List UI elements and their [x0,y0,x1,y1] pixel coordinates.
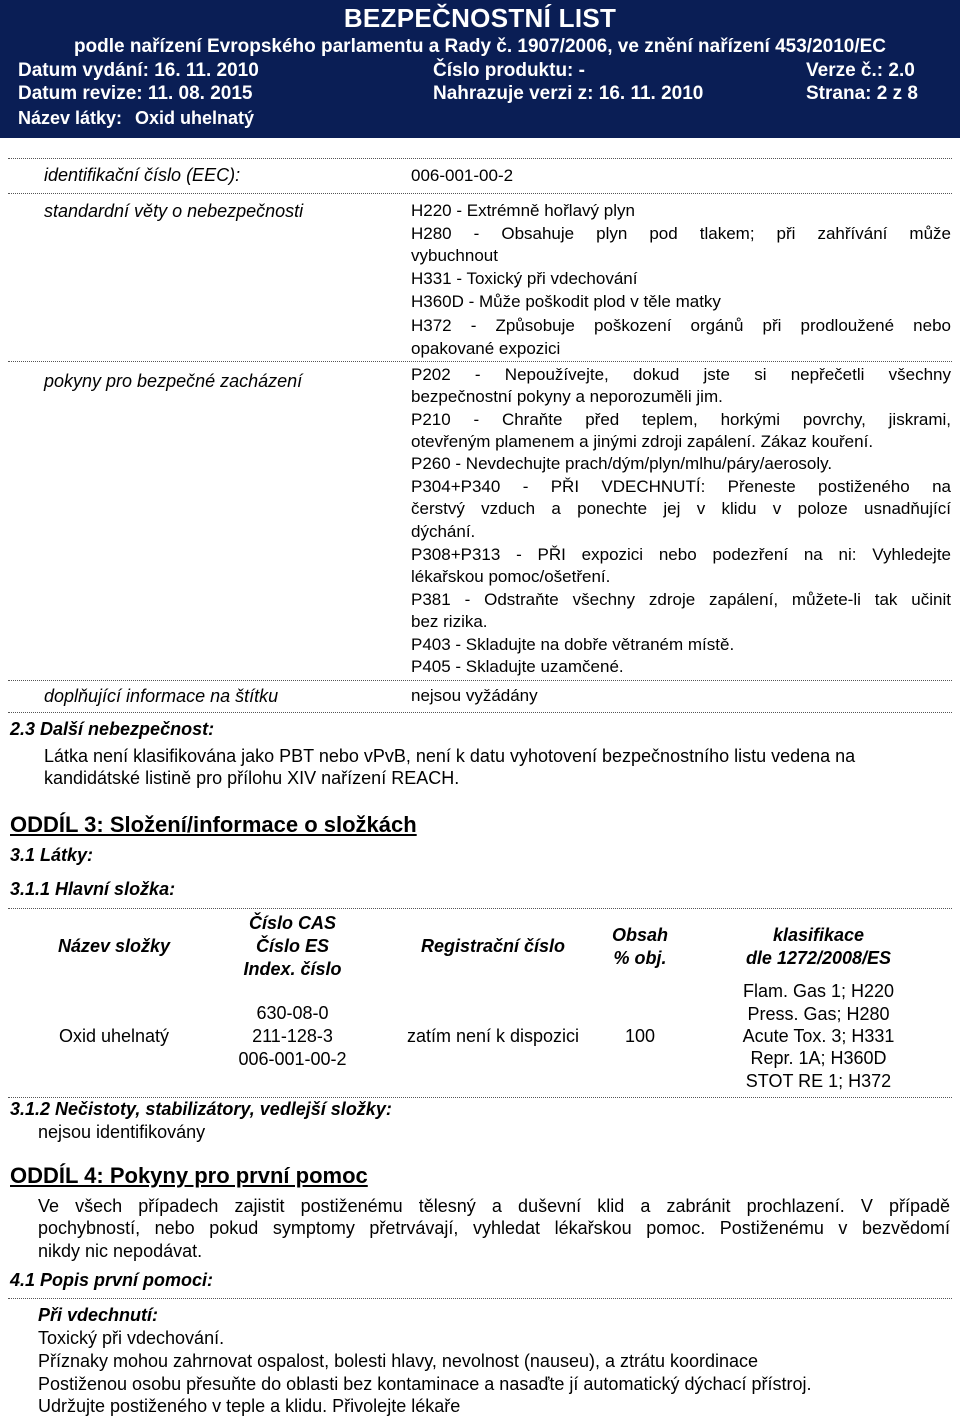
precautionary-statement: lékařskou pomoc/ošetření. [411,567,611,586]
precautionary-statement: čerstvý vzduch a ponechte jej v klidu v poloze usnadňující [411,499,951,518]
precautionary-statement: otevřeným plamenem a jinými zdroji zapálení. Zákaz kouření. [411,432,874,451]
other-hazards-text: kandidátské listině pro přílohu XIV nařízení REACH. [44,768,460,788]
precautionary-statement: P202 - Nepoužívejte, dokud jste si nepřečetli všechny [411,365,951,384]
inhalation-text: Udržujte postiženého v teple a klidu. Přivolejte lékaře [38,1396,461,1416]
inhalation-text: Toxický při vdechování. [38,1328,225,1348]
hazard-statement: vybuchnout [411,246,498,265]
col-header-cas: Číslo CAS [248,913,336,933]
first-aid-intro: nikdy nic nepodávat. [38,1241,203,1261]
table-row-rule [8,193,952,194]
issue-date: Datum vydání: 16. 11. 2010 [18,60,259,81]
substance-name: Oxid uhelnatý [135,108,255,128]
col-header-content: Obsah [611,925,668,945]
precautionary-statement: P381 - Odstraňte všechny zdroje zapálení, můžete-li tak učinit [411,590,951,609]
subsection-rule [8,1298,952,1299]
table-bottom-rule [8,712,952,713]
first-aid-intro: pochybností, nebo pokud symptomy přetrvávají, vyhledat lékařskou pomoc. Postiženému v bezvědomí [38,1218,950,1238]
precautionary-statement: dýchání. [411,522,476,541]
hazard-statement: H280 - Obsahuje plyn pod tlakem; při zahřívání může [411,224,951,243]
section-3-title: ODDÍL 3: Složení/informace o složkách [10,812,417,837]
other-hazards-text: Látka není klasifikována jako PBT nebo vPvB, není k datu vyhotovení bezpečnostního listu vedena na [44,746,856,766]
version: Verze č.: 2.0 [806,60,915,81]
cell-classification-line: Repr. 1A; H360D [750,1048,887,1068]
page-number: Strana: 2 z 8 [806,83,918,104]
col-header-content-unit: % obj. [613,948,667,968]
col-header-index: Index. číslo [243,959,342,979]
other-hazards-heading: 2.3 Další nebezpečnost: [10,719,215,739]
precautionary-statement: bez rizika. [411,612,488,631]
cell-classification-line: Press. Gas; H280 [747,1004,890,1024]
precautionary-statement: P304+P340 - PŘI VDECHNUTÍ: Přeneste postiženého na [411,477,951,496]
col-header-component-name: Název složky [57,936,171,956]
first-aid-intro: Ve všech případech zajistit postiženému tělesný a duševní klid a zabránit prochlazení. V případě [38,1196,950,1216]
main-component-heading: 3.1.1 Hlavní složka: [10,879,176,899]
composition-table-top-rule [8,908,952,909]
inhalation-text: Příznaky mohou zahrnovat ospalost, bolesti hlavy, nevolnost (nauseu), a ztrátu koordinace [38,1351,759,1371]
cell-content: 100 [624,1026,656,1046]
supplementary-info-value: nejsou vyžádány [411,686,538,705]
impurities-value: nejsou identifikovány [38,1122,206,1142]
substances-heading: 3.1 Látky: [10,845,94,865]
cell-registration: zatím není k dispozici [406,1026,580,1046]
precautionary-statement: P260 - Nevdechujte prach/dým/plyn/mlhu/páry/aerosoly. [411,454,833,473]
precautionary-statement: bezpečnostní pokyny a neporozuměli jim. [411,387,723,406]
cell-es: 211-128-3 [252,1026,333,1046]
cell-index: 006-001-00-2 [238,1049,347,1069]
ec-number-label: identifikační číslo (EEC): [44,165,241,185]
composition-table-bottom-rule [8,1097,952,1098]
hazard-statement: H372 - Způsobuje poškození orgánů při prodloužené nebo [411,316,951,335]
col-header-classification: klasifikace [772,925,865,945]
cell-classification-line: STOT RE 1; H372 [745,1071,892,1091]
hazard-statement: opakované expozici [411,339,561,358]
hazard-statement: H331 - Toxický při vdechování [411,269,638,288]
table-row-rule [8,680,952,681]
precautionary-statement: P403 - Skladujte na dobře větraném místě. [411,635,735,654]
cell-classification-line: Flam. Gas 1; H220 [742,981,895,1001]
hazard-statements-label: standardní věty o nebezpečnosti [44,201,304,221]
col-header-es: Číslo ES [255,936,330,956]
cell-cas: 630-08-0 [256,1003,329,1023]
precautionary-statement: P308+P313 - PŘI expozici nebo podezření na ni: Vyhledejte [411,545,951,564]
hazard-statement: H220 - Extrémně hořlavý plyn [411,201,635,220]
col-header-classification-reg: dle 1272/2008/ES [745,948,892,968]
substance-label: Název látky: [18,108,123,128]
precautionary-statement: P405 - Skladujte uzamčené. [411,657,624,676]
table-row-rule [8,361,952,362]
document-header [0,0,960,138]
inhalation-heading: Při vdechnutí: [38,1305,159,1325]
ec-number-value: 006-001-00-2 [411,166,514,185]
precautionary-statement: P210 - Chraňte před teplem, horkými povrchy, jiskrami, [411,410,951,429]
inhalation-text: Postiženou osobu přesuňte do oblasti bez kontaminace a nasaďte jí automatický dýchací přístroj. [38,1374,812,1394]
hazard-statement: H360D - Může poškodit plod v těle matky [411,292,721,311]
document-title: BEZPEČNOSTNÍ LIST [343,3,617,33]
impurities-heading: 3.1.2 Nečistoty, stabilizátory, vedlejší složky: [10,1099,392,1119]
replaces-version: Nahrazuje verzi z: 16. 11. 2010 [433,83,704,104]
cell-classification-line: Acute Tox. 3; H331 [742,1026,895,1046]
revision-date: Datum revize: 11. 08. 2015 [18,83,253,104]
precautionary-statements-label: pokyny pro bezpečné zacházení [44,371,303,391]
cell-component-name: Oxid uhelnatý [58,1026,170,1046]
regulation-line: podle nařízení Evropského parlamentu a Rady č. 1907/2006, ve znění nařízení 453/2010/EC [73,36,887,57]
product-number: Číslo produktu: - [433,60,585,81]
table-top-rule [8,158,952,159]
first-aid-description-heading: 4.1 Popis první pomoci: [10,1270,214,1290]
supplementary-info-label: doplňující informace na štítku [44,686,279,706]
col-header-registration: Registrační číslo [420,936,566,956]
section-4-title: ODDÍL 4: Pokyny pro první pomoc [10,1163,368,1188]
